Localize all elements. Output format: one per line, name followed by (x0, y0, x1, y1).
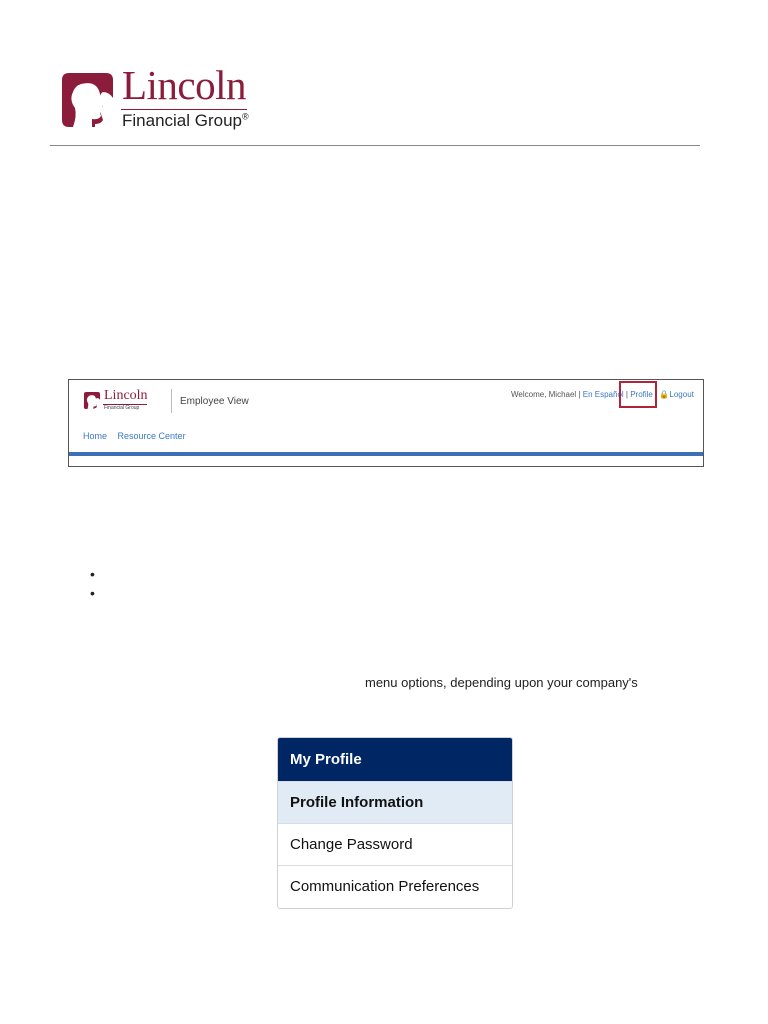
bullet-point: • (90, 585, 95, 601)
profile-highlight-box (619, 381, 657, 408)
header-separator (171, 389, 172, 413)
link-separator: | (652, 390, 660, 399)
link-separator: | (623, 390, 631, 399)
menu-title: My Profile (278, 738, 512, 781)
mini-logo-subtitle: Financial Group (104, 405, 140, 411)
menu-item-communication-preferences[interactable]: Communication Preferences (278, 865, 512, 907)
header-accent-bar (69, 452, 703, 456)
menu-item-profile-information[interactable]: Profile Information (278, 781, 512, 823)
menu-item-change-password[interactable]: Change Password (278, 823, 512, 865)
logo-subtitle: Financial Group® (122, 111, 249, 130)
my-profile-menu (277, 737, 513, 909)
body-text-fragment: menu options, depending upon your company's (365, 675, 638, 690)
link-separator: | (576, 390, 583, 399)
mini-logo-wordmark: Lincoln (104, 388, 148, 403)
logout-link[interactable]: 🔒Logout (659, 390, 694, 399)
lock-icon: 🔒 (659, 390, 670, 399)
logo-wordmark: Lincoln (122, 62, 247, 108)
nav-home-link[interactable]: Home (83, 431, 108, 441)
profile-link[interactable]: Profile (630, 390, 653, 399)
user-links (511, 390, 694, 399)
welcome-text: Welcome, Michael (511, 390, 577, 399)
registered-mark: ® (242, 111, 249, 122)
portal-header-screenshot (68, 379, 704, 467)
espanol-link[interactable]: En Español (582, 390, 624, 399)
lincoln-profile-logo-icon (59, 70, 116, 130)
employee-view-label: Employee View (180, 396, 249, 407)
page-divider (50, 145, 700, 146)
nav-resource-center-link[interactable]: Resource Center (117, 431, 186, 441)
logo-rule (121, 109, 247, 110)
mini-logo-icon (83, 391, 101, 410)
bullet-point: • (90, 566, 95, 582)
portal-nav (83, 431, 194, 441)
